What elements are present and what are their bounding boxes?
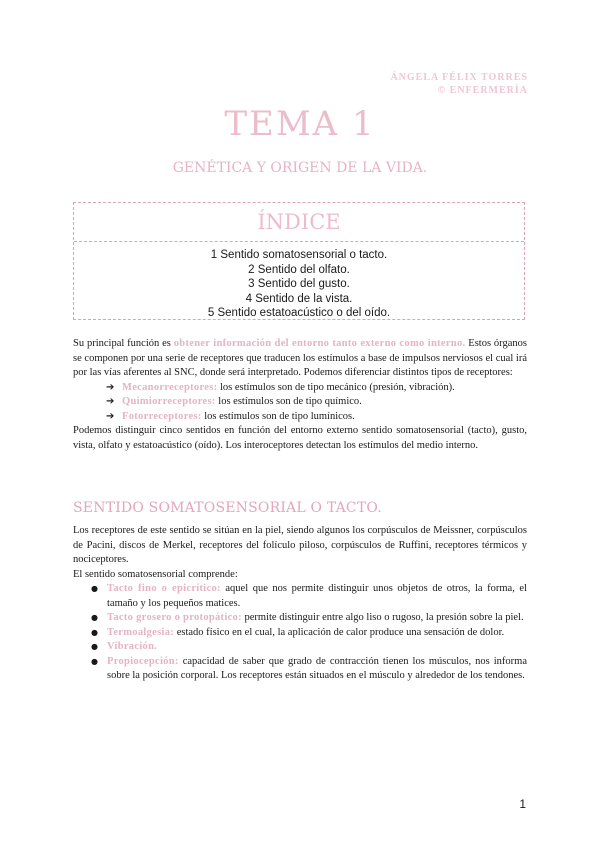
author-name: ÁNGELA FÉLIX TORRES (390, 72, 528, 83)
tacto-desc: capacidad de saber que grado de contracción tienen los músculos, nos informa sobre la posición corporal. Los receptores están situados en el músculo y alrededor de los tendones. (107, 655, 527, 681)
receptor-item (106, 395, 527, 410)
tacto-desc: aquel que nos permite distinguir unos objetos de otros, la forma, el tamaño y los pequeños matices. (107, 583, 527, 609)
index-item: 4 Sentido de la vista. (245, 292, 353, 305)
page-subtitle: GENÉTICA Y ORIGEN DE LA VIDA. (172, 160, 428, 176)
receptor-term: Mecanorreceptores: (122, 381, 218, 393)
tacto-item (107, 655, 527, 684)
tacto-desc: estado físico en el cual, la aplicación de calor produce una sensación de dolor. (174, 626, 505, 638)
receptor-list (73, 381, 527, 425)
index-item: 3 Sentido del gusto. (248, 278, 350, 290)
tacto-term: Propiocepción: (107, 655, 179, 667)
intro-highlight: obtener información del entorno tanto externo como interno. (173, 338, 466, 349)
intro-text-after: Estos órganos se componen por una serie de receptores que traducen los estímulos a base de impulsos nerviosos el cual irá por las vías aferentes al SNC, donde será interpretado. Podemos diferenciar distintos tipos de receptores: (73, 338, 527, 378)
index-item: 5 Sentido estatoacústico o del oído. (207, 307, 391, 319)
index-box (73, 202, 525, 320)
receptor-item (106, 410, 527, 425)
tacto-item (107, 626, 527, 641)
receptor-item (106, 381, 527, 396)
senses-paragraph: Podemos distinguir cinco sentidos en función del entorno externo sentido somatosensorial (tacto), gusto, vista, olfato y estatoacústico (oído). Los interoceptores detectan los estímulos del medio interno. (73, 425, 527, 451)
tacto-item (107, 611, 527, 626)
intro-section (73, 337, 527, 453)
receptor-desc: los estímulos son de tipo mecánico (presión, vibración). (217, 381, 455, 393)
intro-text: Su principal función es (73, 338, 174, 349)
index-item: 2 Sentido del olfato. (248, 263, 350, 276)
page-title: TEMA 1 (224, 104, 376, 144)
tacto-item (107, 582, 527, 611)
tacto-section (73, 524, 527, 684)
receptor-desc: los estímulos son de tipo químico. (215, 396, 362, 407)
index-item: 1 Sentido somatosensorial o tacto. (210, 249, 388, 261)
tacto-paragraph: Los receptores de este sentido se sitúan en la piel, siendo algunos los corpúsculos de Meissner, corpúsculos de Pacini, discos de Merkel, receptores del folículo piloso, corpúsculos de Ruffini, receptores térmicos y nociceptores. (73, 525, 527, 565)
tacto-desc: permite distinguir entre algo liso o rugoso, la presión sobre la piel. (241, 612, 524, 623)
author-block (390, 71, 528, 97)
tacto-term: Tacto grosero o protopático: (107, 612, 242, 623)
receptor-desc: los estímulos son de tipo lumínicos. (201, 410, 355, 422)
tacto-intro-line: El sentido somatosensorial comprende: (73, 568, 238, 580)
tacto-term: Termoalgesia: (107, 626, 175, 638)
intro-paragraph (73, 337, 527, 381)
tacto-term: Vibración. (107, 641, 158, 652)
author-course: © ENFERMERÍA (437, 85, 528, 96)
tacto-item (107, 640, 527, 655)
receptor-term: Fotorreceptores: (122, 410, 202, 422)
index-list (74, 248, 524, 321)
receptor-term: Quimiorreceptores: (122, 396, 216, 407)
index-heading: ÍNDICE (74, 203, 524, 242)
tacto-term: Tacto fino o epicrítico: (107, 583, 221, 594)
tacto-list (73, 582, 527, 684)
section-heading-tacto: SENTIDO SOMATOSENSORIAL O TACTO. (73, 500, 382, 516)
page-number: 1 (519, 797, 526, 811)
